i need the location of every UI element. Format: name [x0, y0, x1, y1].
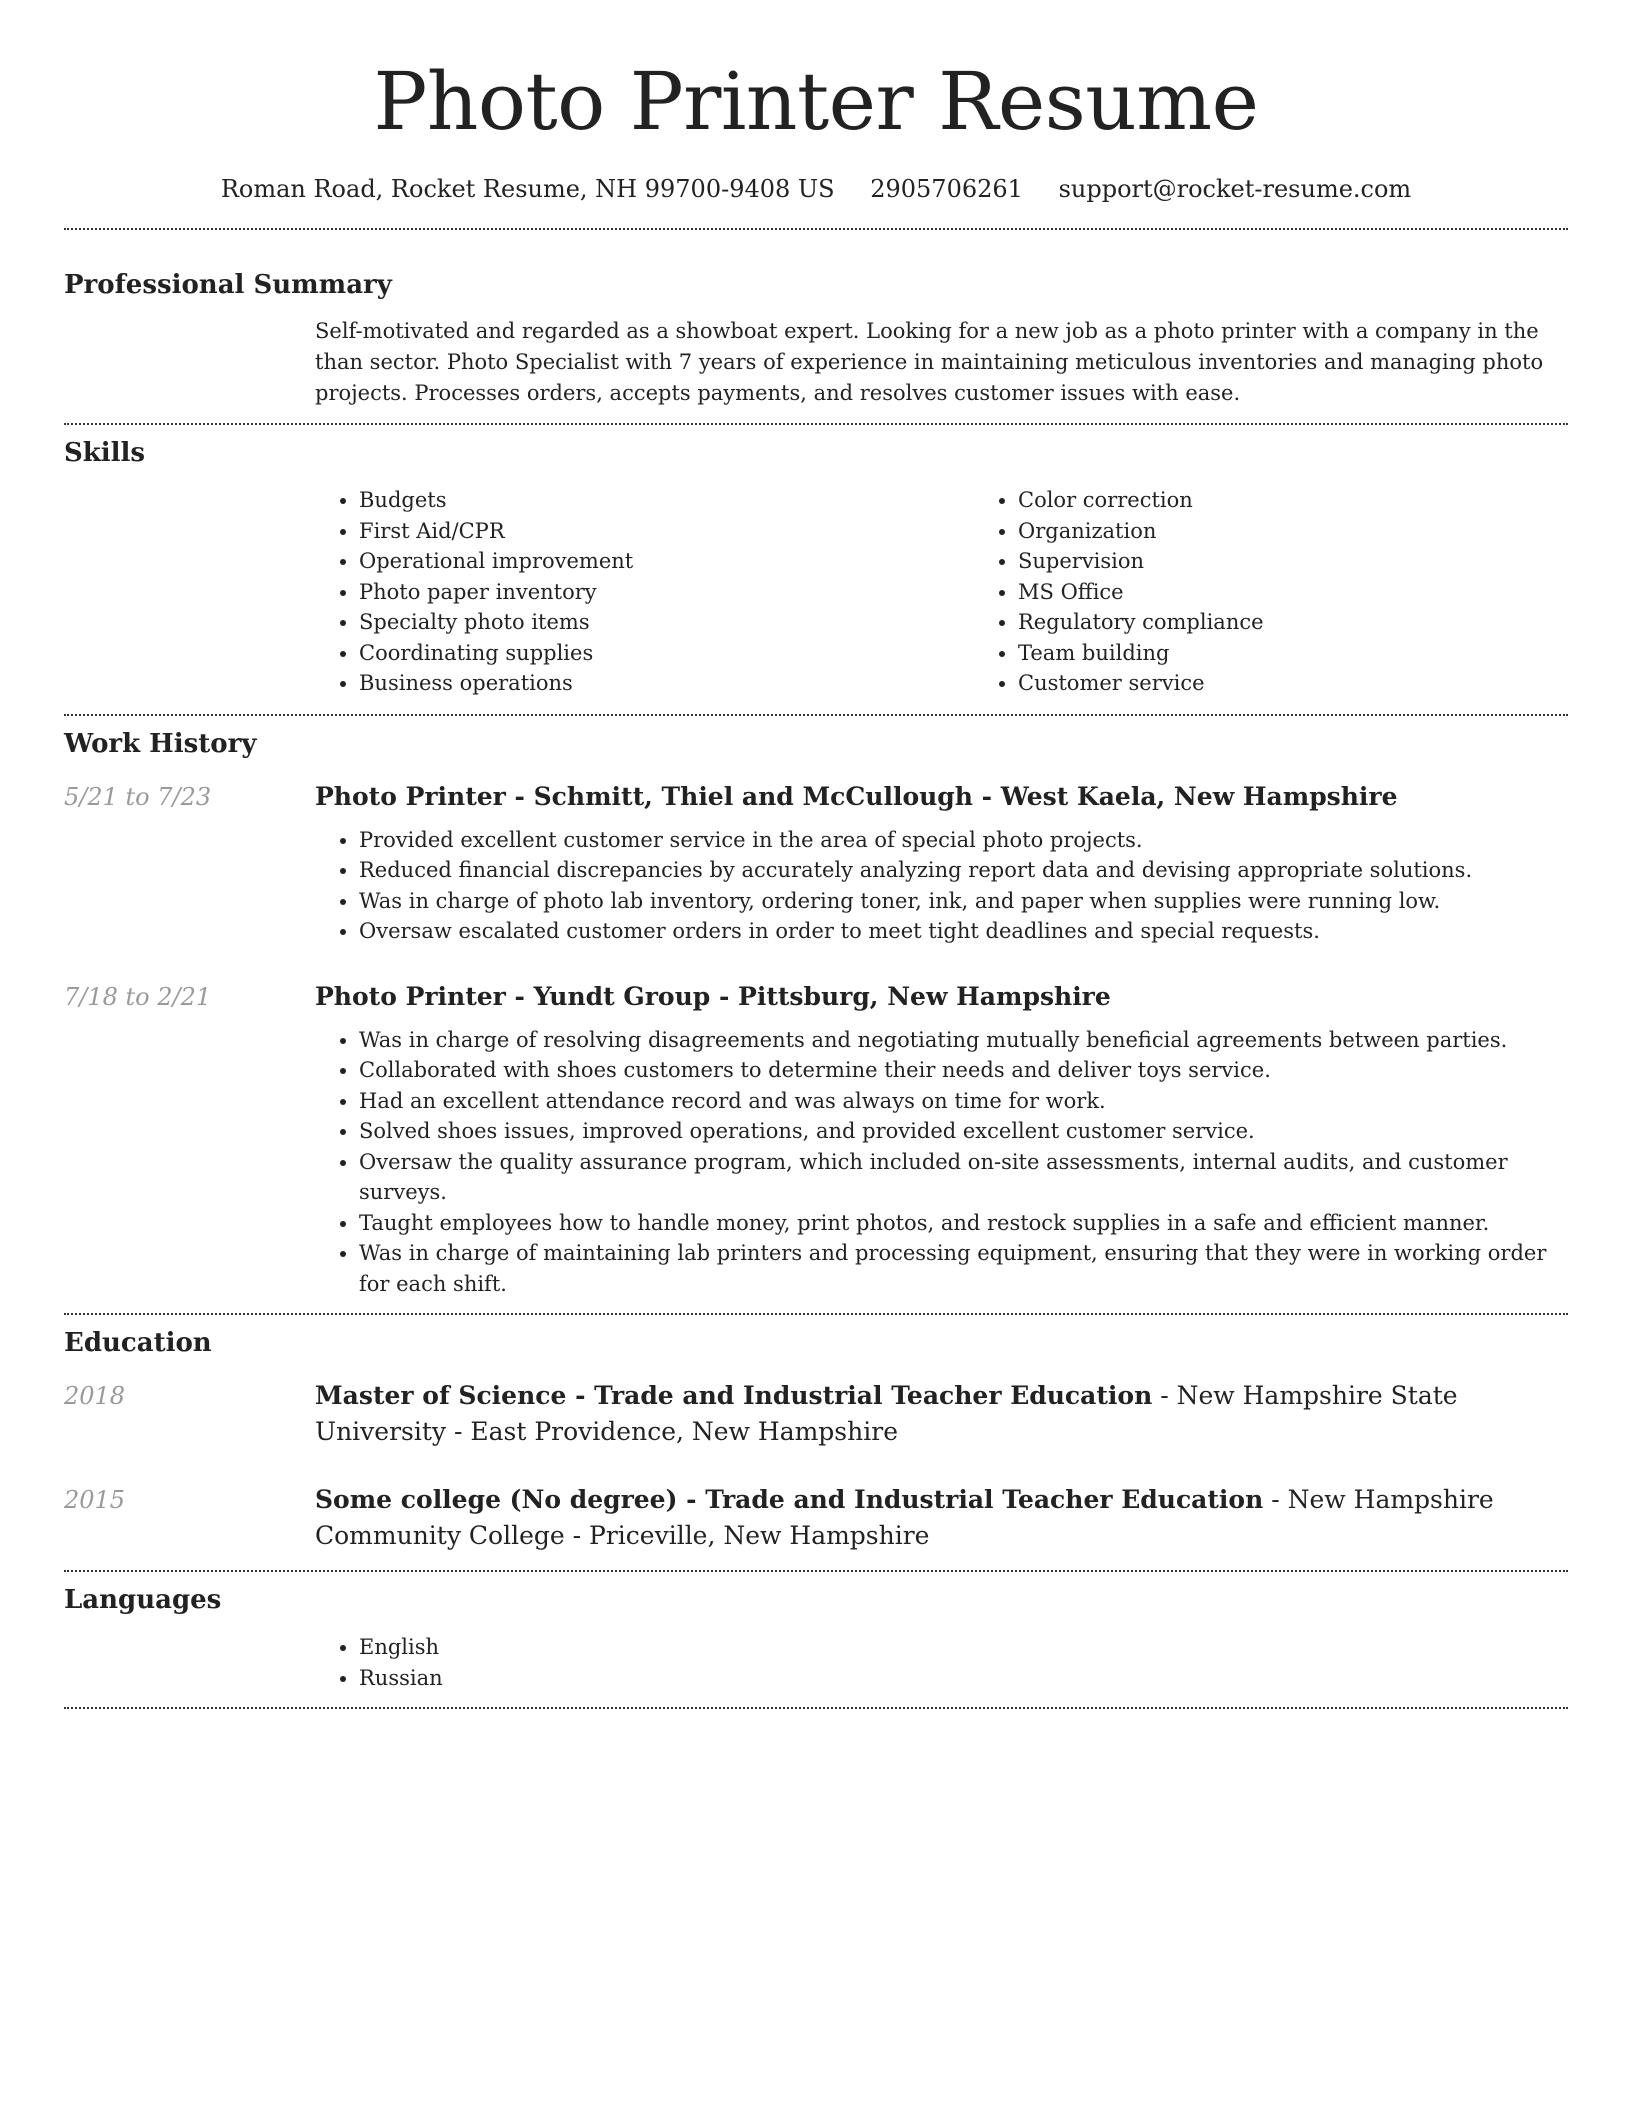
language-item: • English [359, 1632, 1568, 1663]
skill-item: • Supervision [1018, 546, 1568, 577]
education-entry [64, 1378, 1568, 1450]
divider [64, 1313, 1568, 1315]
skill-item: • Budgets [359, 485, 974, 516]
languages-section [64, 1583, 1568, 1693]
skill-item: • Regulatory compliance [1018, 607, 1568, 638]
section-title-languages: Languages [64, 1585, 222, 1615]
job-title: Photo Printer - Schmitt, Thiel and McCullough - West Kaela, New Hampshire [315, 781, 1398, 811]
education-title [315, 1482, 1568, 1554]
section-title-skills: Skills [64, 438, 146, 468]
education-school: - New Hampshire Community College - Priceville, New Hampshire [315, 1485, 1494, 1550]
education-year: 2018 [64, 1382, 126, 1410]
summary-section [64, 268, 1568, 409]
divider [64, 714, 1568, 716]
skill-item: • Customer service [1018, 668, 1568, 699]
section-title-work-history: Work History [64, 728, 257, 759]
job-bullet: • Was in charge of maintaining lab printers and processing equipment, ensuring that they were in working order for each shift. [359, 1238, 1568, 1299]
divider [64, 228, 1568, 230]
skill-item: • Specialty photo items [359, 607, 974, 638]
divider [64, 1570, 1568, 1572]
job-entry [64, 979, 1568, 1300]
job-bullet: • Was in charge of resolving disagreements and negotiating mutually beneficial agreements between parties. [359, 1025, 1568, 1056]
section-title-summary: Professional Summary [64, 270, 392, 300]
job-bullet: • Was in charge of photo lab inventory, ordering toner, ink, and paper when supplies were running low. [359, 886, 1568, 917]
languages-list [315, 1632, 1568, 1693]
skill-item: • First Aid/CPR [359, 516, 974, 547]
job-bullets [315, 825, 1568, 947]
skill-item: • Coordinating supplies [359, 638, 974, 669]
contact-email: support@rocket-resume.com [1058, 175, 1412, 203]
skills-list-right [974, 485, 1568, 699]
work-history-section [64, 727, 1568, 1300]
education-degree: Master of Science - Trade and Industrial Teacher Education [315, 1381, 1153, 1410]
contact-address: Roman Road, Rocket Resume, NH 99700-9408 US [220, 175, 835, 203]
job-bullet: • Oversaw escalated customer orders in order to meet tight deadlines and special requests. [359, 916, 1568, 947]
skill-item: • Operational improvement [359, 546, 974, 577]
resume-title: Photo Printer Resume [373, 55, 1259, 148]
skill-item: • MS Office [1018, 577, 1568, 608]
contact-line [64, 172, 1568, 206]
job-bullets [315, 1025, 1568, 1300]
education-year: 2015 [64, 1486, 126, 1514]
job-dates: 5/21 to 7/23 [64, 782, 212, 811]
language-item: • Russian [359, 1663, 1568, 1694]
divider [64, 423, 1568, 425]
summary-text: Self-motivated and regarded as a showboat expert. Looking for a new job as a photo printer with a company in the than sector. Photo Specialist with 7 years of experience in maintaining meticulous inventories and managing photo projects. Processes orders, accepts payments, and resolves customer issues with ease. [315, 319, 1544, 405]
skill-item: • Photo paper inventory [359, 577, 974, 608]
education-degree: Some college (No degree) - Trade and Industrial Teacher Education [315, 1485, 1264, 1514]
education-title [315, 1378, 1568, 1450]
job-bullet: • Provided excellent customer service in the area of special photo projects. [359, 825, 1568, 856]
job-dates: 7/18 to 2/21 [64, 982, 212, 1011]
education-school: - New Hampshire State University - East Providence, New Hampshire [315, 1381, 1458, 1446]
job-bullet: • Oversaw the quality assurance program, which included on-site assessments, internal audits, and customer surveys. [359, 1147, 1568, 1208]
divider [64, 1707, 1568, 1709]
skills-section [64, 436, 1568, 699]
skill-item: • Team building [1018, 638, 1568, 669]
section-title-education: Education [64, 1328, 212, 1358]
contact-phone: 2905706261 [870, 175, 1023, 203]
job-bullet: • Solved shoes issues, improved operations, and provided excellent customer service. [359, 1116, 1568, 1147]
job-title: Photo Printer - Yundt Group - Pittsburg, New Hampshire [315, 981, 1111, 1011]
job-bullet: • Had an excellent attendance record and was always on time for work. [359, 1086, 1568, 1117]
skills-list-left [315, 485, 974, 699]
job-entry [64, 779, 1568, 947]
skill-item: • Business operations [359, 668, 974, 699]
education-section [64, 1326, 1568, 1554]
job-bullet: • Taught employees how to handle money, print photos, and restock supplies in a safe and efficient manner. [359, 1208, 1568, 1239]
education-entry [64, 1482, 1568, 1554]
skill-item: • Organization [1018, 516, 1568, 547]
job-bullet: • Reduced financial discrepancies by accurately analyzing report data and devising appropriate solutions. [359, 855, 1568, 886]
job-bullet: • Collaborated with shoes customers to determine their needs and deliver toys service. [359, 1055, 1568, 1086]
skill-item: • Color correction [1018, 485, 1568, 516]
